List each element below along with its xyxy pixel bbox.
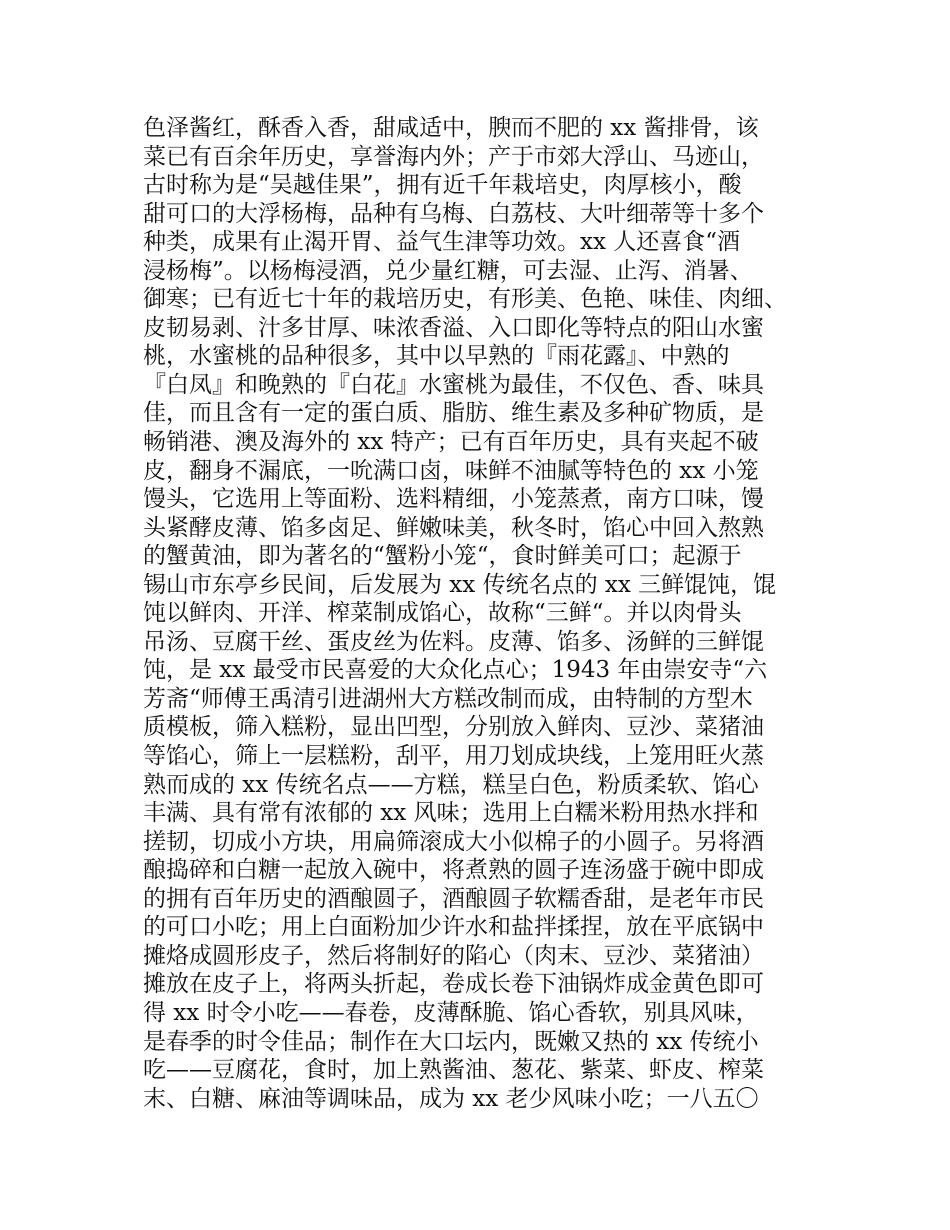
text-line: 畅销港、澳及海外的 xx 特产；已有百年历史，具有夹起不破 — [143, 429, 759, 456]
text-line: 得 xx 时令小吃——春卷，皮薄酥脆、馅心香软，别具风味， — [143, 999, 759, 1026]
text-line: 是春季的时令佳品；制作在大口坛内，既嫩又热的 xx 传统小 — [143, 1028, 759, 1055]
text-line: 的拥有百年历史的酒酿圆子，酒酿圆子软糯香甜，是老年市民 — [143, 885, 764, 912]
text-line: 『白凤』和晚熟的『白花』水蜜桃为最佳，不仅色、香、味具 — [143, 371, 764, 398]
text-line: 色泽酱红，酥香入香，甜咸适中，腴而不肥的 xx 酱排骨，该 — [143, 115, 759, 141]
text-line: 吊汤、豆腐干丝、蛋皮丝为佐料。皮薄、馅多、汤鲜的三鲜馄 — [143, 628, 764, 655]
text-line: 酿捣碎和白糖一起放入碗中，将煮熟的圆子连汤盛于碗中即成 — [143, 857, 764, 884]
text-line: 末、白糖、麻油等调味品，成为 xx 老少风味小吃；一八五〇 — [143, 1085, 759, 1112]
text-line: 的蟹黄油，即为著名的“蟹粉小笼“，食时鲜美可口；起源于 — [143, 543, 742, 570]
text-line: 菜已有百余年历史，享誉海内外；产于市郊大浮山、马迹山， — [143, 143, 764, 170]
text-line: 饨以鲜肉、开洋、榨菜制成馅心，故称“三鲜“。并以肉骨头 — [143, 600, 742, 627]
text-line: 质模板，筛入糕粉，显出凹型，分别放入鲜肉、豆沙、菜猪油 — [143, 714, 764, 741]
text-line: 头紧酵皮薄、馅多卤足、鲜嫩味美，秋冬时，馅心中回入熬熟 — [143, 514, 764, 541]
text-line: 种类，成果有止渴开胃、益气生津等功效。xx 人还喜食“酒 — [143, 229, 741, 256]
text-line: 丰满、具有常有浓郁的 xx 风味；选用上白糯米粉用热水拌和 — [143, 800, 759, 827]
text-line: 饨，是 xx 最受市民喜爱的大众化点心；1943 年由崇安寺“六 — [143, 657, 768, 684]
text-line: 摊烙成圆形皮子，然后将制好的陷心（肉末、豆沙、菜猪油） — [143, 942, 764, 969]
text-line: 锡山市东亭乡民间，后发展为 xx 传统名点的 xx 三鲜馄饨，馄 — [143, 571, 777, 598]
text-line: 甜可口的大浮杨梅，品种有乌梅、白荔枝、大叶细蒂等十多个 — [143, 200, 764, 227]
text-line: 摊放在皮子上，将两头折起，卷成长卷下油锅炸成金黄色即可 — [143, 971, 764, 998]
text-line: 佳，而且含有一定的蛋白质、脂肪、维生素及多种矿物质，是 — [143, 400, 764, 427]
text-line: 御寒；已有近七十年的栽培历史，有形美、色艳、味佳、肉细、 — [143, 286, 787, 313]
text-line: 等馅心，筛上一层糕粉，刮平，用刀划成块线，上笼用旺火蒸 — [143, 743, 764, 770]
body-text — [143, 114, 843, 1113]
text-line: 桃，水蜜桃的品种很多，其中以早熟的『雨花露』、中熟的 — [143, 343, 730, 370]
text-line: 芳斋“师傅王禹清引进湖州大方糕改制而成，由特制的方型木 — [143, 685, 753, 712]
text-line: 的可口小吃；用上白面粉加少许水和盐拌揉捏，放在平底锅中 — [143, 914, 764, 941]
text-line: 古时称为是“吴越佳果”，拥有近千年栽培史，肉厚核小，酸 — [143, 172, 742, 199]
text-line: 熟而成的 xx 传统名点——方糕，糕呈白色，粉质柔软、馅心 — [143, 771, 759, 798]
text-line: 吃——豆腐花，食时，加上熟酱油、葱花、紫菜、虾皮、榨菜 — [143, 1057, 764, 1084]
text-line: 皮韧易剥、汁多甘厚、味浓香溢、入口即化等特点的阳山水蜜 — [143, 314, 764, 341]
text-line: 馒头，它选用上等面粉、选料精细，小笼蒸煮，南方口味，馒 — [143, 486, 764, 513]
text-line: 皮，翻身不漏底，一吮满口卤，味鲜不油腻等特色的 xx 小笼 — [143, 457, 759, 484]
text-line: 搓韧，切成小方块，用扁筛滚成大小似棉子的小圆子。另将酒 — [143, 828, 764, 855]
text-line: 浸杨梅”。以杨梅浸酒，兑少量红糖，可去湿、止泻、消暑、 — [143, 257, 753, 284]
